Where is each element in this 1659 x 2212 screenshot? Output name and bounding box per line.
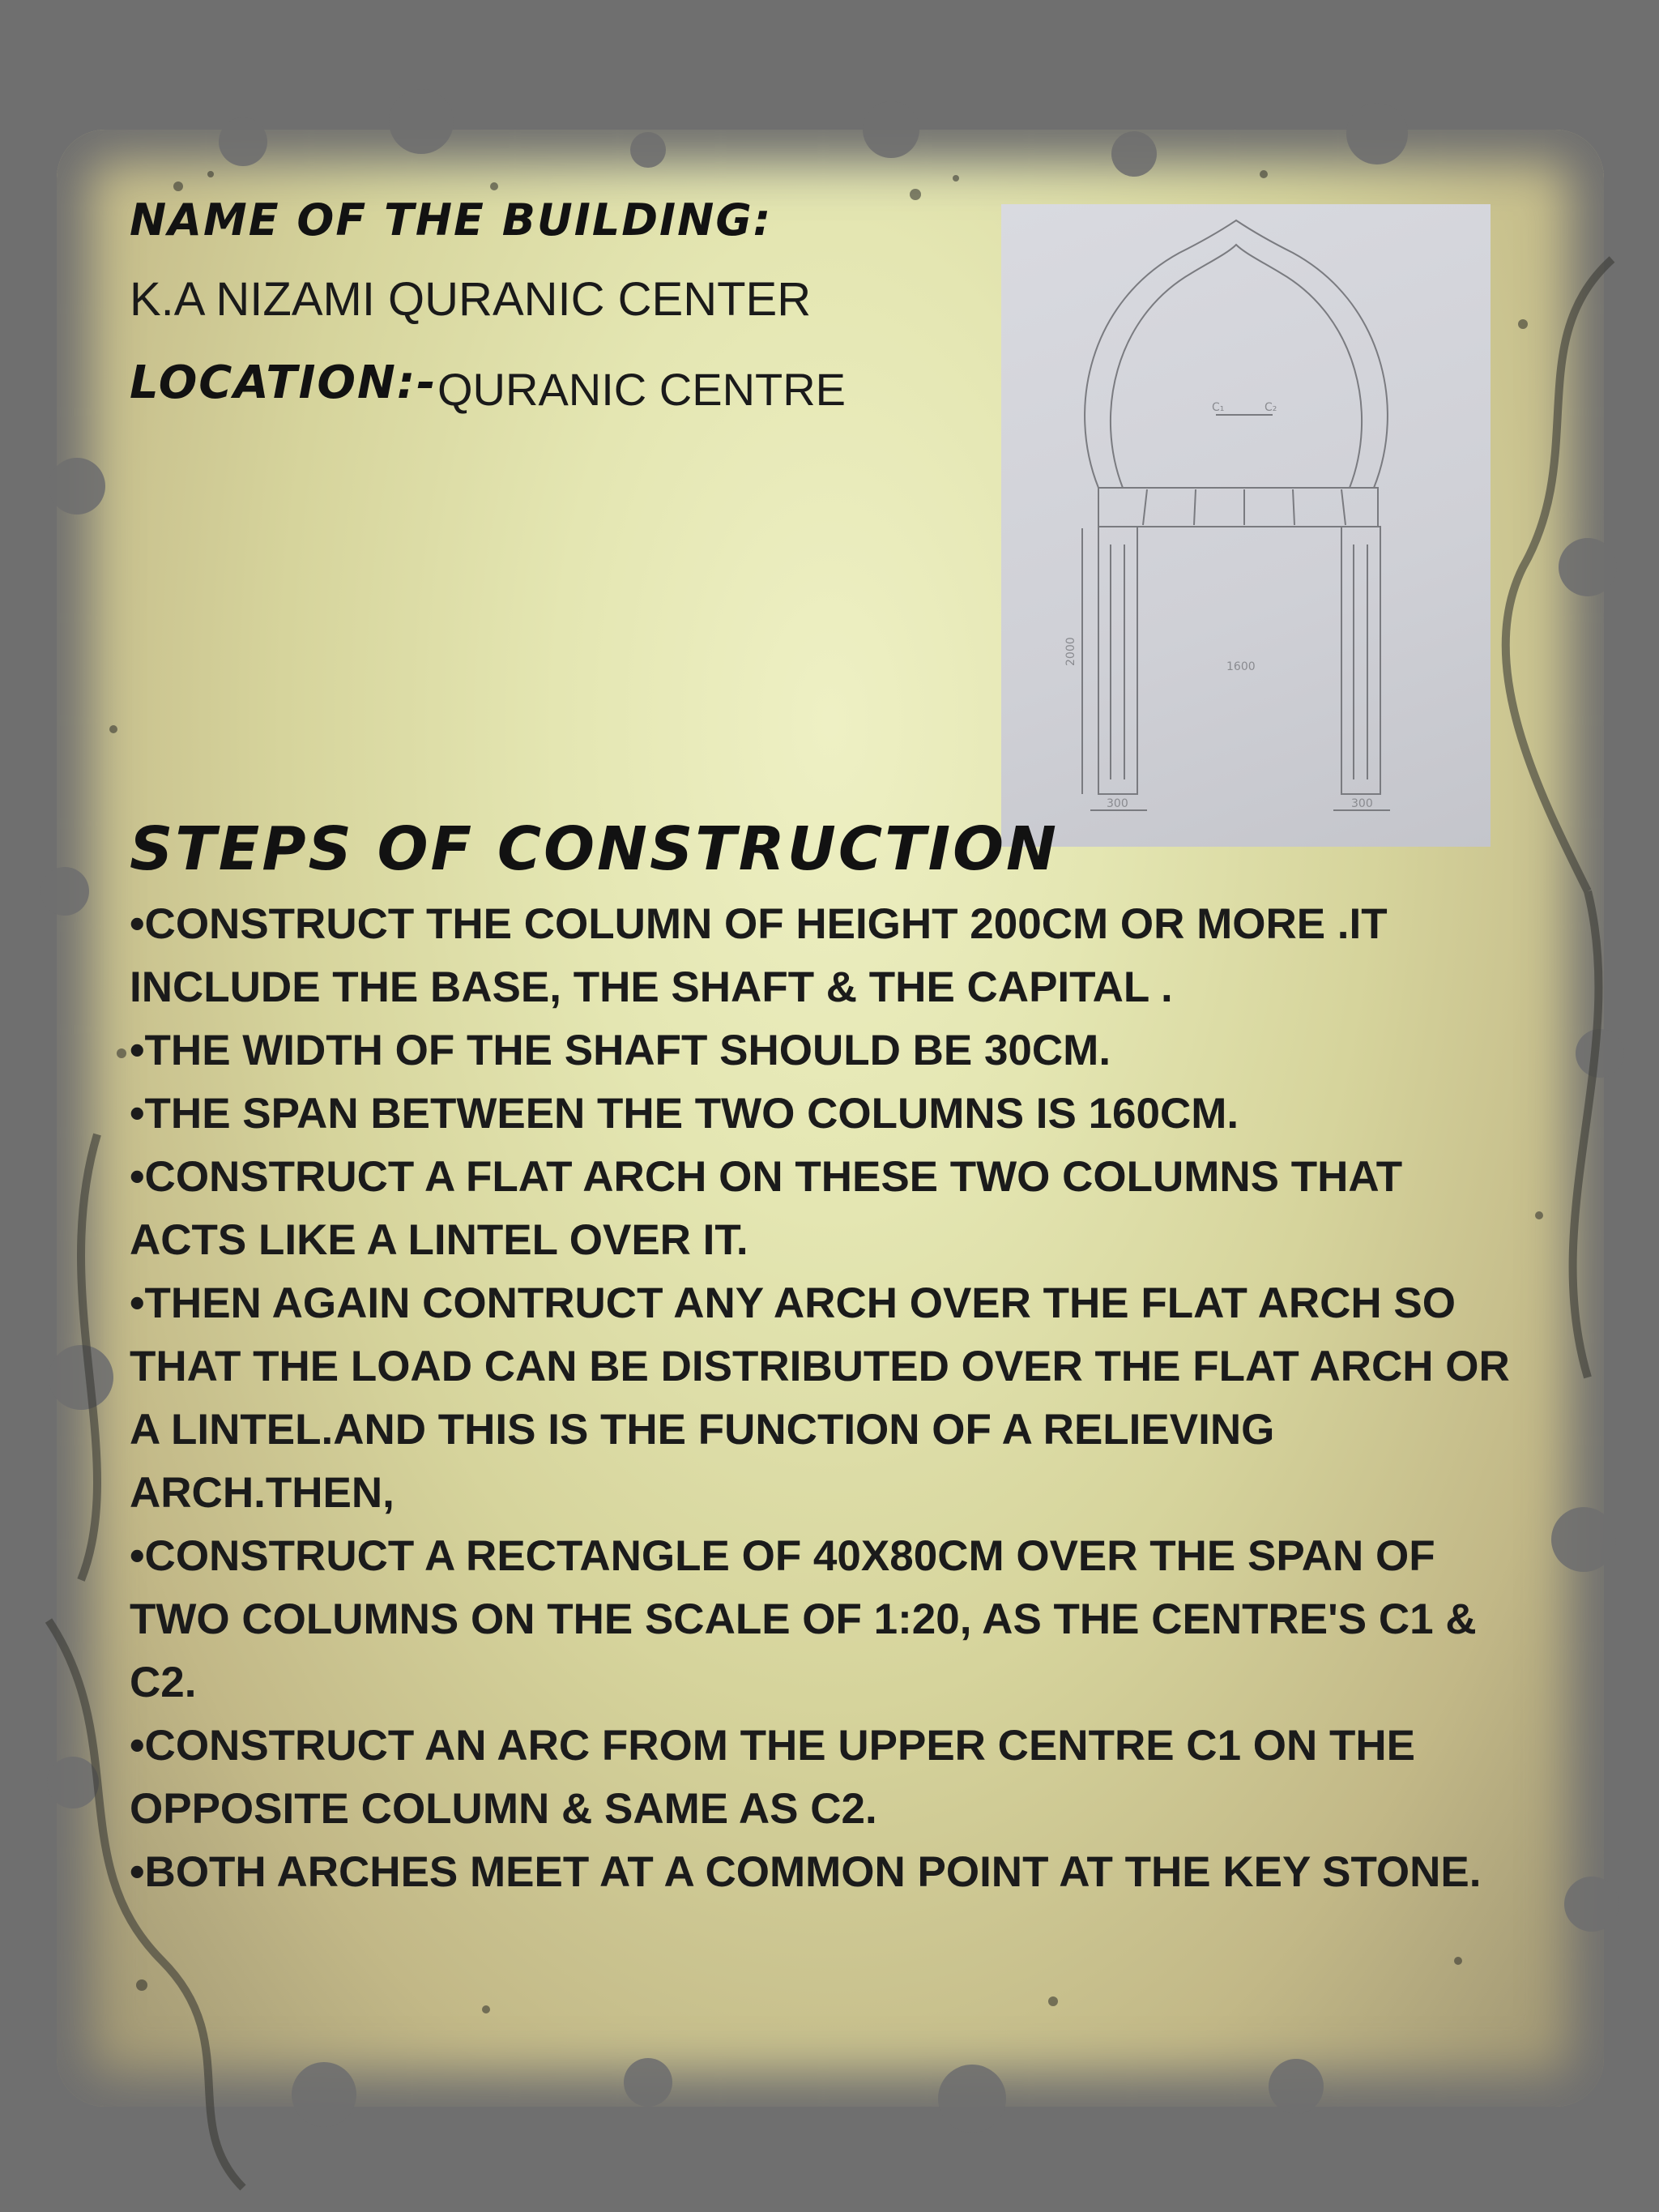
dimension-left-column-label: 300 <box>1107 797 1128 810</box>
left-column <box>1098 527 1137 794</box>
building-name-value: K.A NIZAMI QURANIC CENTER <box>130 273 812 326</box>
dimension-height-label: 2000 <box>1064 637 1077 666</box>
right-column <box>1341 527 1380 794</box>
arch-sketch-drawing <box>1001 204 1491 847</box>
centre-c1-label: C₁ <box>1212 401 1225 414</box>
arch-outer-curve <box>1085 220 1388 488</box>
step-item-7: •CONSTRUCT AN ARC FROM THE UPPER CENTRE C1 ON THE OPPOSITE COLUMN & SAME AS C2. <box>130 1722 1415 1833</box>
step-item-8: •BOTH ARCHES MEET AT A COMMON POINT AT THE KEY STONE. <box>130 1848 1482 1896</box>
location-label: LOCATION:- <box>130 357 437 409</box>
centre-c2-label: C₂ <box>1265 401 1277 414</box>
step-item-3: •THE SPAN BETWEEN THE TWO COLUMNS IS 160CM. <box>130 1090 1239 1138</box>
dimension-right-column-label: 300 <box>1351 797 1373 810</box>
step-item-1: •CONSTRUCT THE COLUMN OF HEIGHT 200CM OR MORE .IT INCLUDE THE BASE, THE SHAFT & THE CAPITAL . <box>130 900 1388 1011</box>
step-item-5: •THEN AGAIN CONTRUCT ANY ARCH OVER THE FLAT ARCH SO THAT THE LOAD CAN BE DISTRIBUTED OVER THE FLAT ARCH OR A LINTEL.AND THIS IS THE FUNCTION OF A RELIEVING ARCH.THEN, <box>130 1279 1510 1517</box>
building-name-label: NAME OF THE BUILDING: <box>130 194 773 246</box>
step-item-2: •THE WIDTH OF THE SHAFT SHOULD BE 30CM. <box>130 1027 1111 1074</box>
step-item-6: •CONSTRUCT A RECTANGLE OF 40X80CM OVER THE SPAN OF TWO COLUMNS ON THE SCALE OF 1:20, AS THE CENTRE'S C1 & C2. <box>130 1532 1477 1706</box>
arch-inner-curve <box>1111 245 1362 488</box>
step-item-4: •CONSTRUCT A FLAT ARCH ON THESE TWO COLUMNS THAT ACTS LIKE A LINTEL OVER IT. <box>130 1153 1403 1264</box>
arch-sketch-image <box>1001 204 1491 847</box>
location-value: QURANIC CENTRE <box>437 364 847 415</box>
dimension-span-label: 1600 <box>1226 660 1256 673</box>
flat-arch-lintel <box>1098 488 1378 527</box>
steps-list <box>130 893 1523 1904</box>
steps-title: STEPS OF CONSTRUCTION <box>130 814 1059 884</box>
